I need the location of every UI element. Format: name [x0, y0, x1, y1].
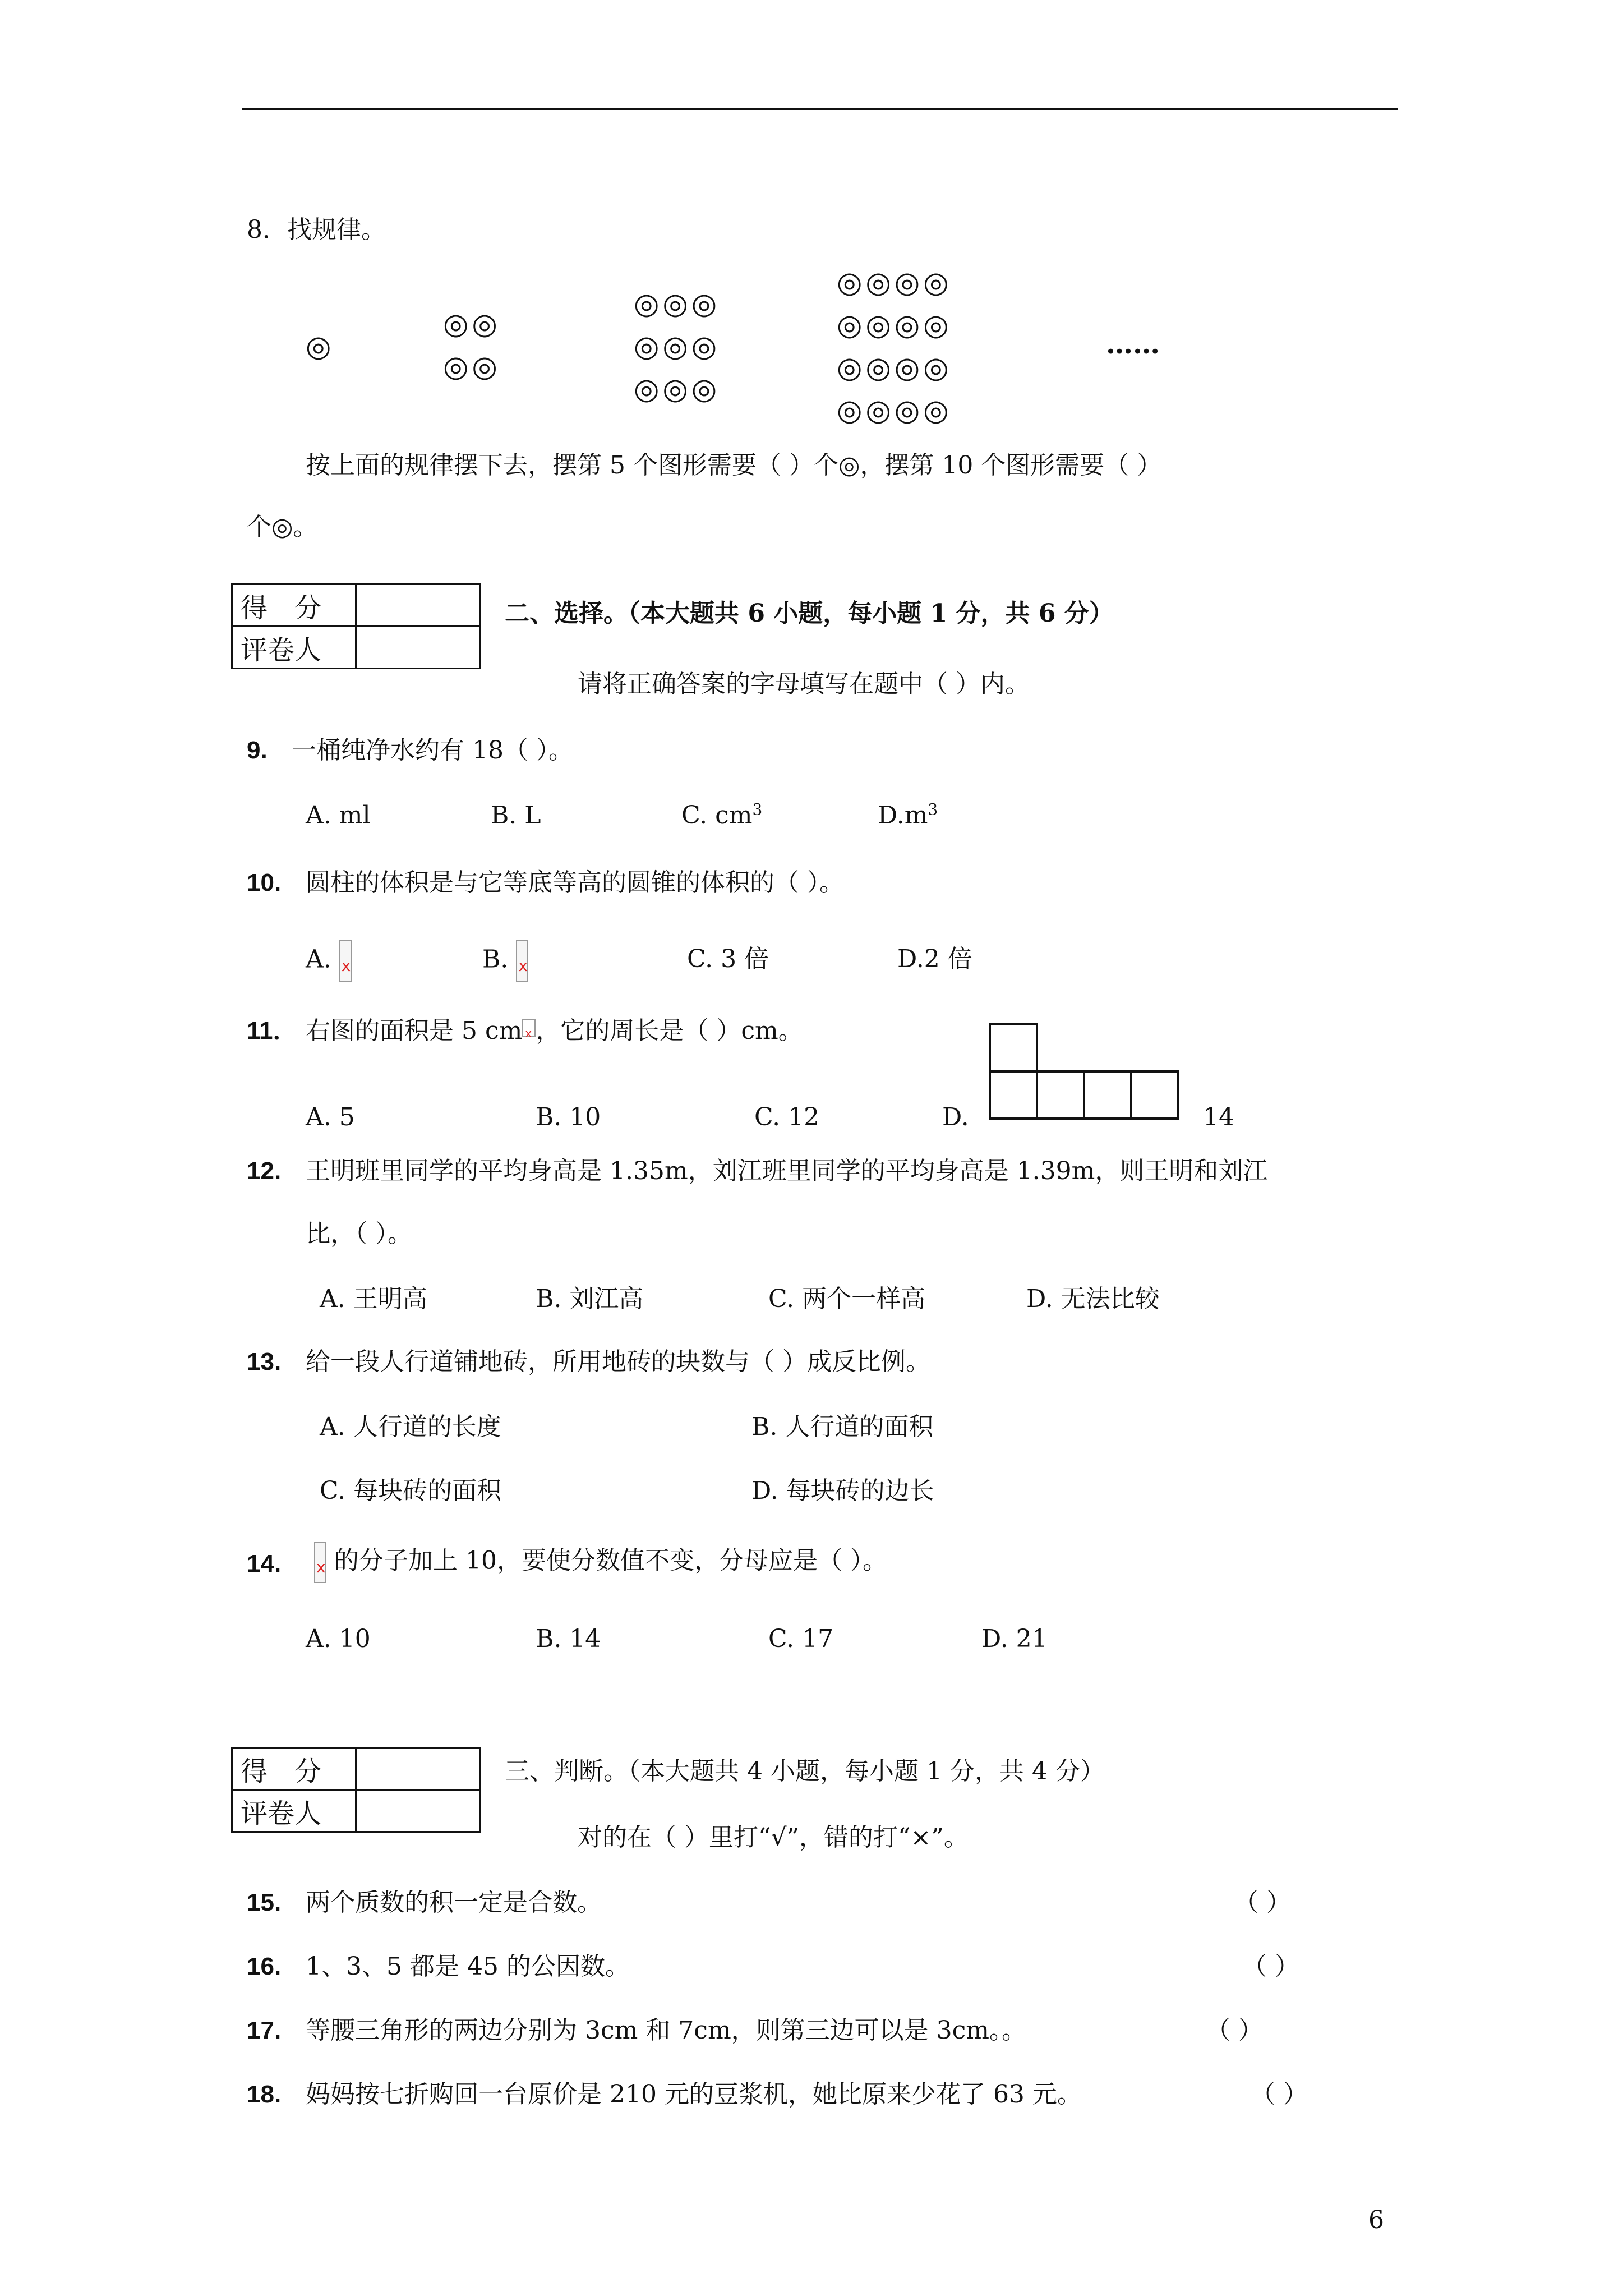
- broken-image-icon: [522, 1019, 536, 1037]
- q18-text: 妈妈按七折购回一台原价是 210 元的豆浆机，她比原来少花了 63 元。: [306, 2080, 1082, 2109]
- section2-instruction: 请将正确答案的字母填写在题中（ ）内。: [578, 670, 1030, 698]
- ring-row: ◎◎◎: [634, 287, 721, 321]
- reviewer-label: 评卷人: [232, 1790, 356, 1832]
- q9-option-d-sup: 3: [928, 800, 938, 819]
- score-cell: [356, 1748, 480, 1790]
- ring-row: ◎: [306, 330, 335, 364]
- ring-row: ◎◎◎◎: [837, 266, 952, 300]
- page-number: 6: [1368, 2206, 1384, 2234]
- q9-option-a: A. ml: [306, 801, 371, 830]
- q11-option-d: D.: [942, 1103, 969, 1131]
- q15-number: 15.: [247, 1889, 282, 1916]
- pattern-figure-1: [306, 325, 334, 368]
- pattern-figure-2: [443, 303, 501, 388]
- q12-line2: 比，（ ）。: [306, 1220, 412, 1248]
- q9-option-c: [681, 799, 762, 832]
- q12-option-c: C. 两个一样高: [768, 1285, 926, 1313]
- q12-option-b: B. 刘江高: [536, 1285, 644, 1313]
- score-label: 得 分: [232, 585, 356, 627]
- q11-text-post: ，它的周长是（ ）cm。: [536, 1016, 803, 1045]
- score-cell: [356, 585, 480, 627]
- q14-text: [314, 1542, 887, 1583]
- q11-text: [306, 1014, 803, 1048]
- section2-title: 二、选择。（本大题共 6 小题，每小题 1 分，共 6 分）: [505, 599, 1114, 628]
- pattern-figure-4: [837, 261, 952, 432]
- reviewer-cell: [356, 627, 480, 669]
- shape-square: [1083, 1070, 1132, 1120]
- q11-option-b: B. 10: [536, 1103, 601, 1131]
- q18-number: 18.: [247, 2081, 282, 2108]
- q8-question-line1: 按上面的规律摆下去，摆第 5 个图形需要（ ）个◎，摆第 10 个图形需要（ ）: [306, 451, 1162, 480]
- pattern-figure-3: [634, 283, 720, 411]
- reviewer-cell: [356, 1790, 480, 1832]
- q15-answer-paren: （ ）: [1234, 1888, 1291, 1917]
- ring-row: ◎◎: [443, 307, 501, 341]
- q12-line1: 王明班里同学的平均身高是 1.35m，刘江班里同学的平均身高是 1.39m，则王明和刘江: [306, 1157, 1268, 1185]
- q13-option-b: B. 人行道的面积: [751, 1412, 934, 1441]
- q17-number: 17.: [247, 2017, 282, 2044]
- ring-row: ◎◎◎◎: [837, 351, 952, 385]
- q12-number: 12.: [247, 1157, 282, 1185]
- q10-text: 圆柱的体积是与它等底等高的圆锥的体积的（ ）。: [306, 868, 844, 897]
- ring-row: ◎◎◎: [634, 372, 721, 406]
- q10-option-a-text: A.: [306, 945, 331, 974]
- q12-option-a: A. 王明高: [320, 1285, 427, 1313]
- q9-option-b: B. L: [491, 801, 541, 830]
- score-box-section2: [231, 583, 481, 669]
- q16-answer-paren: （ ）: [1242, 1952, 1299, 1981]
- q8-title: 8．找规律。: [247, 215, 386, 244]
- header-rule: [242, 108, 1398, 110]
- q14-option-c: C. 17: [768, 1625, 834, 1653]
- q11-option-a: A. 5: [306, 1103, 355, 1131]
- q10-option-b: [482, 940, 528, 982]
- shape-square: [1036, 1070, 1085, 1120]
- broken-image-icon: [516, 940, 528, 982]
- q13-text: 给一段人行道铺地砖，所用地砖的块数与（ ）成反比例。: [306, 1347, 930, 1376]
- q16-number: 16.: [247, 1953, 282, 1980]
- q10-number: 10.: [247, 869, 282, 896]
- q9-option-d-text: D.m: [878, 801, 928, 830]
- q9-option-d: [878, 799, 938, 832]
- q14-option-a: A. 10: [306, 1625, 371, 1653]
- ring-row: ◎◎◎: [634, 330, 721, 364]
- pattern-ellipsis: ……: [1106, 329, 1160, 360]
- q16-text: 1、3、5 都是 45 的公因数。: [306, 1952, 630, 1981]
- q11-text-pre: 右图的面积是 5 cm: [306, 1016, 523, 1045]
- q10-option-b-text: B.: [482, 945, 509, 974]
- q9-option-c-text: C. cm: [681, 801, 753, 830]
- q13-number: 13.: [247, 1348, 282, 1375]
- q17-text: 等腰三角形的两边分别为 3cm 和 7cm，则第三边可以是 3cm。。: [306, 2016, 1027, 2045]
- ring-row: ◎◎◎◎: [837, 309, 952, 342]
- q10-option-a: [306, 940, 352, 982]
- q14-option-b: B. 14: [536, 1625, 601, 1653]
- q11-number: 11．: [247, 1017, 298, 1045]
- q13-option-a: A. 人行道的长度: [320, 1412, 501, 1441]
- q14-text-body: 的分子加上 10，要使分数值不变，分母应是（ ）。: [334, 1546, 887, 1575]
- score-box-section3: [231, 1747, 481, 1833]
- q15-text: 两个质数的积一定是合数。: [306, 1888, 602, 1917]
- q11-option-c: C. 12: [754, 1103, 820, 1131]
- q12-option-d: D. 无法比较: [1026, 1285, 1160, 1313]
- shape-square: [989, 1070, 1038, 1120]
- ring-row: ◎◎◎◎: [837, 394, 952, 427]
- score-label: 得 分: [232, 1748, 356, 1790]
- q9-text: 一桶纯净水约有 18（ ）。: [292, 736, 573, 765]
- q10-option-c: C. 3 倍: [687, 945, 769, 973]
- broken-image-icon: [339, 940, 352, 982]
- shape-square: [1130, 1070, 1179, 1120]
- q13-option-c: C. 每块砖的面积: [320, 1476, 502, 1505]
- section3-instruction: 对的在（ ）里打“√”，错的打“×”。: [578, 1823, 969, 1852]
- q17-answer-paren: （ ）: [1206, 2016, 1263, 2045]
- q10-option-d: D.2 倍: [897, 945, 972, 973]
- ring-row: ◎◎: [443, 350, 501, 384]
- q18-answer-paren: （ ）: [1251, 2080, 1308, 2109]
- q11-option-d-value: 14: [1203, 1103, 1234, 1131]
- q9-option-c-sup: 3: [752, 800, 763, 819]
- q14-number: 14.: [247, 1550, 282, 1577]
- shape-square: [989, 1023, 1038, 1073]
- section3-title: 三、判断。（本大题共 4 小题，每小题 1 分，共 4 分）: [505, 1757, 1105, 1786]
- broken-image-icon: [314, 1542, 326, 1583]
- q9-number: 9.: [247, 737, 268, 764]
- q14-option-d: D. 21: [981, 1625, 1048, 1653]
- q8-question-line2: 个◎。: [247, 513, 318, 541]
- q13-option-d: D. 每块砖的边长: [751, 1476, 934, 1505]
- reviewer-label: 评卷人: [232, 627, 356, 669]
